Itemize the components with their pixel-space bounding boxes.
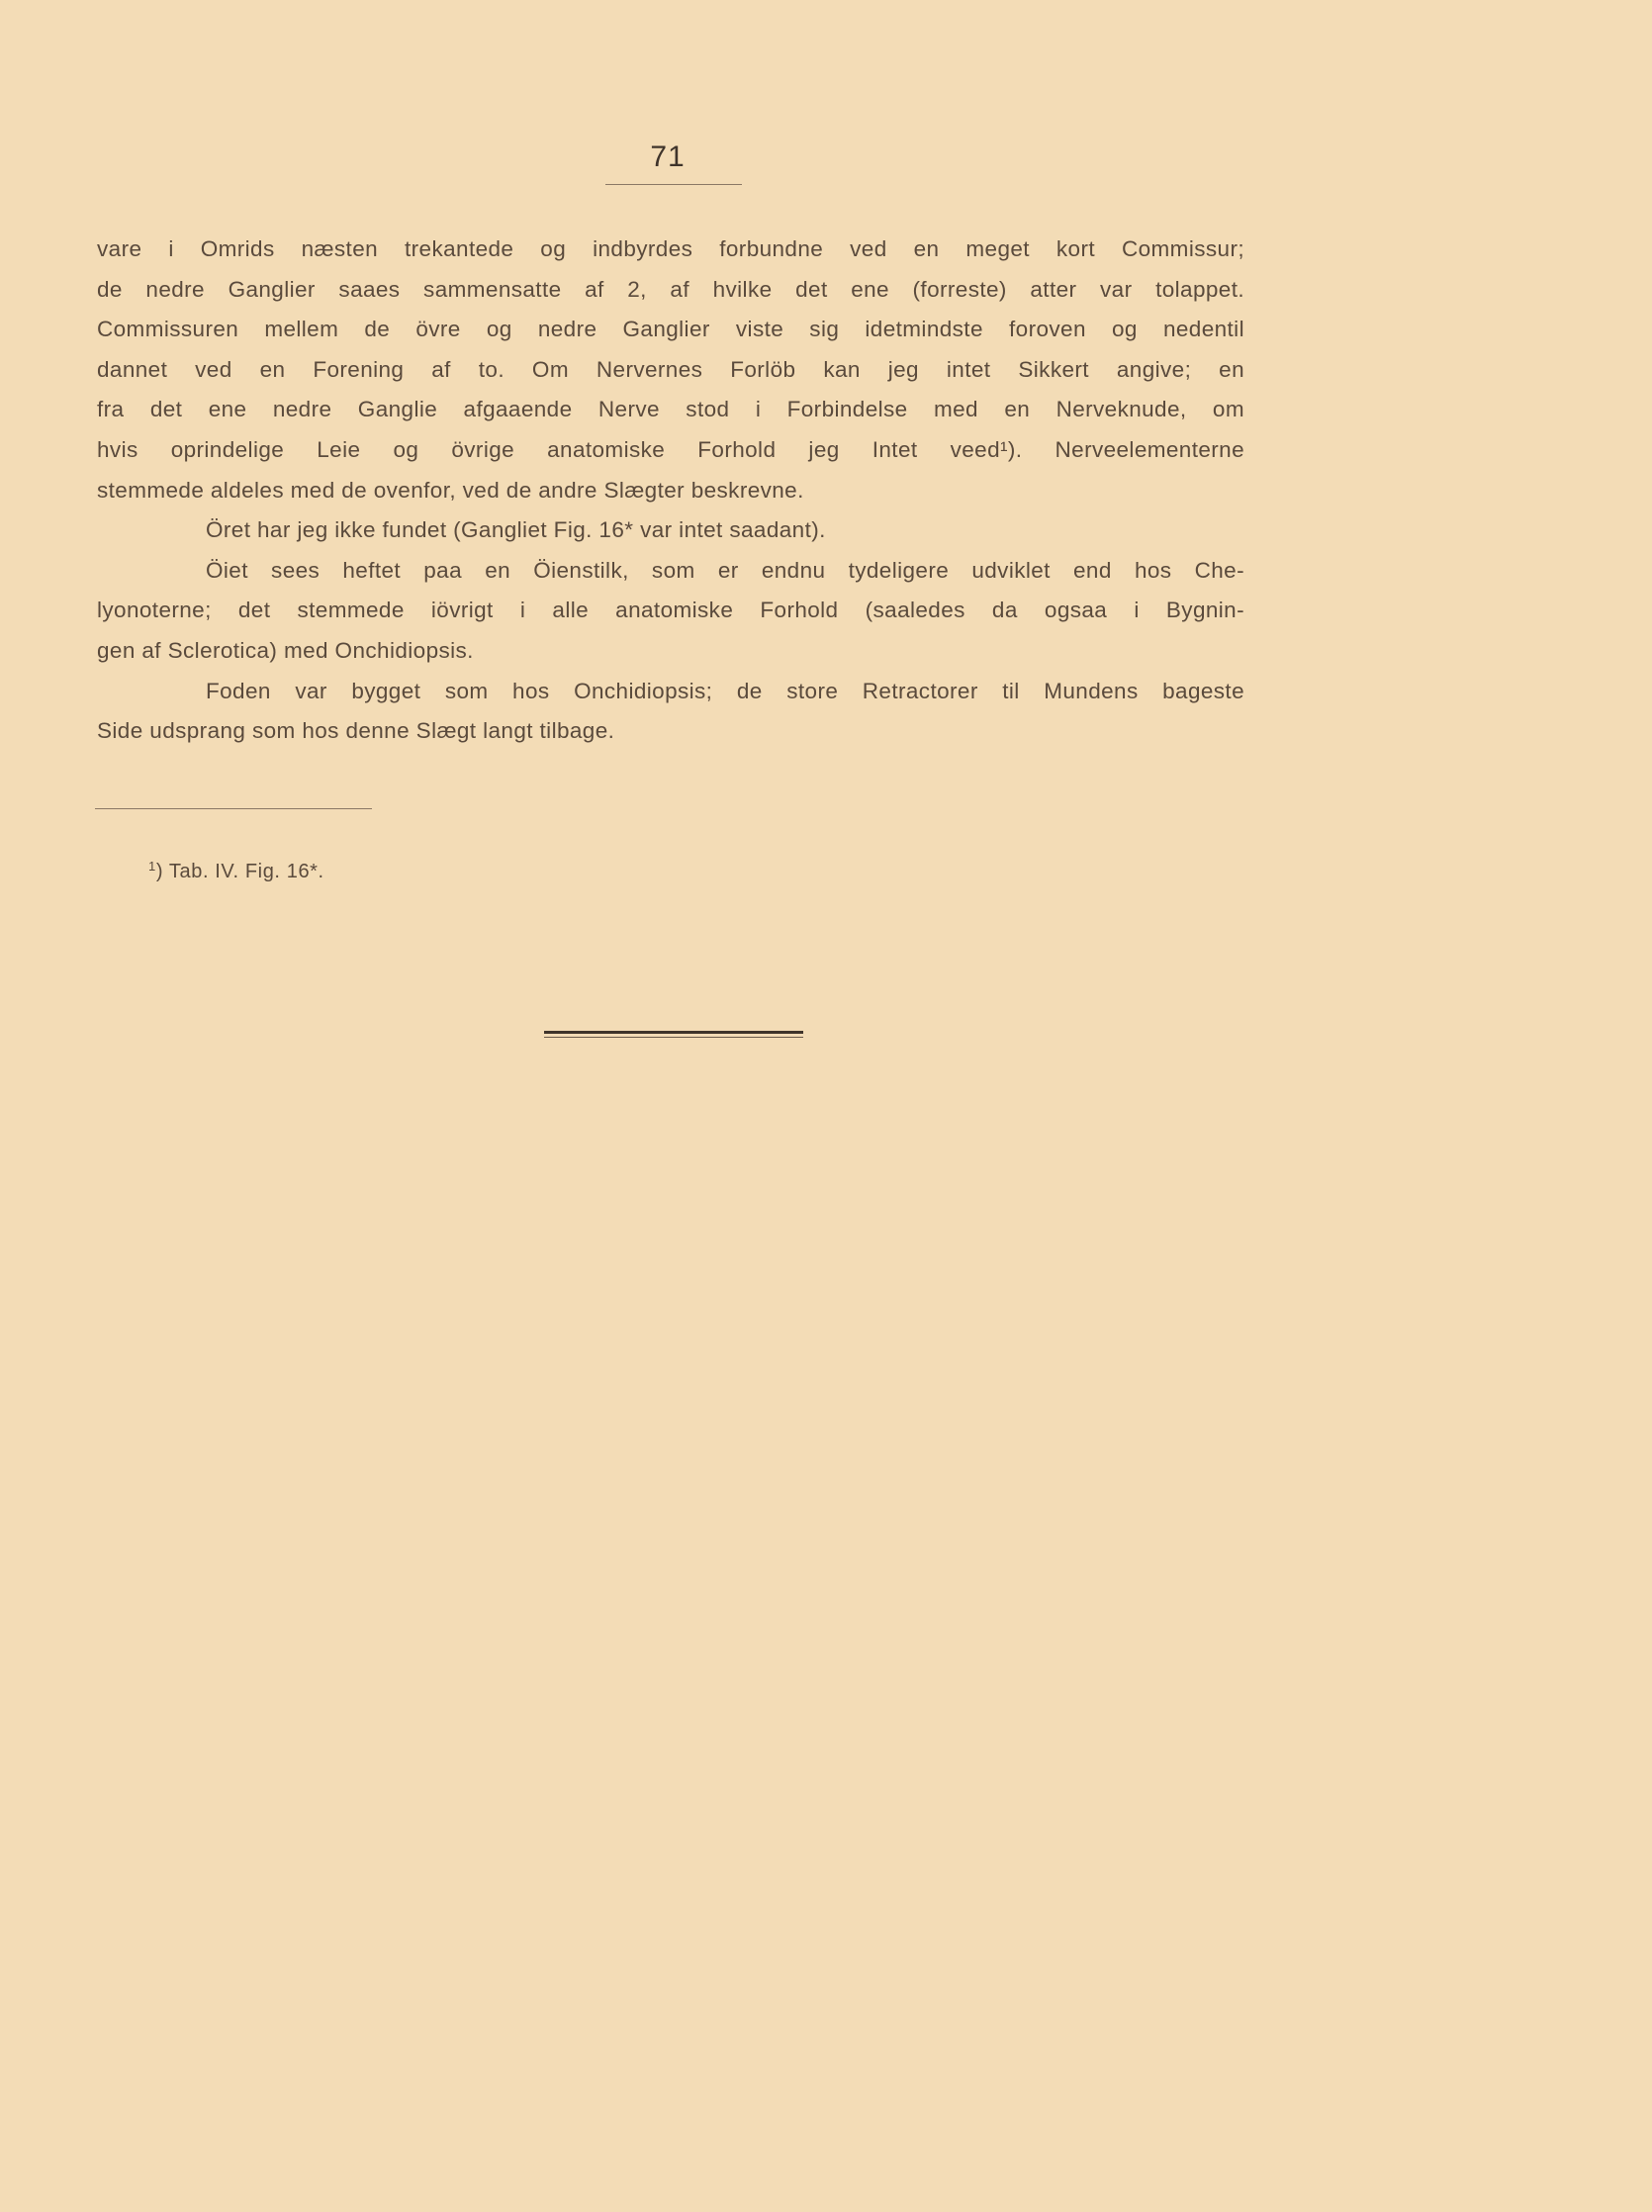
text-line: fra det ene nedre Ganglie afgaaende Nerve stod i Forbindelse med en Nerveknude, om [97,397,1244,422]
text-line: Öret har jeg ikke fundet (Gangliet Fig. 16* var intet saadant). [206,517,826,543]
text-line: Side udsprang som hos denne Slægt langt tilbage. [97,718,615,744]
text-line: stemmede aldeles med de ovenfor, ved de andre Slægter beskrevne. [97,477,804,503]
end-rule-thick [544,1031,803,1034]
body-text [97,230,1244,752]
text-line: lyonoterne; det stemmede iövrigt i alle anatomiske Forhold (saaledes da ogsaa i Bygnin- [97,598,1244,623]
page-number: 71 [650,140,686,173]
text-line: hvis oprindelige Leie og övrige anatomiske Forhold jeg Intet veed¹). Nerveelementerne [97,436,1244,462]
end-rule [544,1031,803,1037]
text-line: Foden var bygget som hos Onchidiopsis; de store Retractorer til Mundens bageste [206,678,1244,703]
footnote-text: ) Tab. IV. Fig. 16*. [155,861,324,882]
footnote [148,859,324,883]
text-line: vare i Omrids næsten trekantede og indbyrdes forbundne ved en meget kort Commissur; [97,236,1244,261]
text-line: gen af Sclerotica) med Onchidiopsis. [97,637,474,663]
footnote-rule [95,808,372,809]
header-rule [605,184,742,185]
text-line: Commissuren mellem de övre og nedre Ganglier viste sig idetmindste foroven og nedentil [97,317,1244,342]
text-line: dannet ved en Forening af to. Om Nervernes Forlöb kan jeg intet Sikkert angive; en [97,356,1244,382]
text-line: de nedre Ganglier saaes sammensatte af 2, af hvilke det ene (forreste) atter var tolappet. [97,276,1244,302]
text-line: Öiet sees heftet paa en Öienstilk, som er endnu tydeligere udviklet end hos Che- [206,557,1244,583]
end-rule-thin [544,1037,803,1038]
footnote-mark: 1 [148,859,156,874]
